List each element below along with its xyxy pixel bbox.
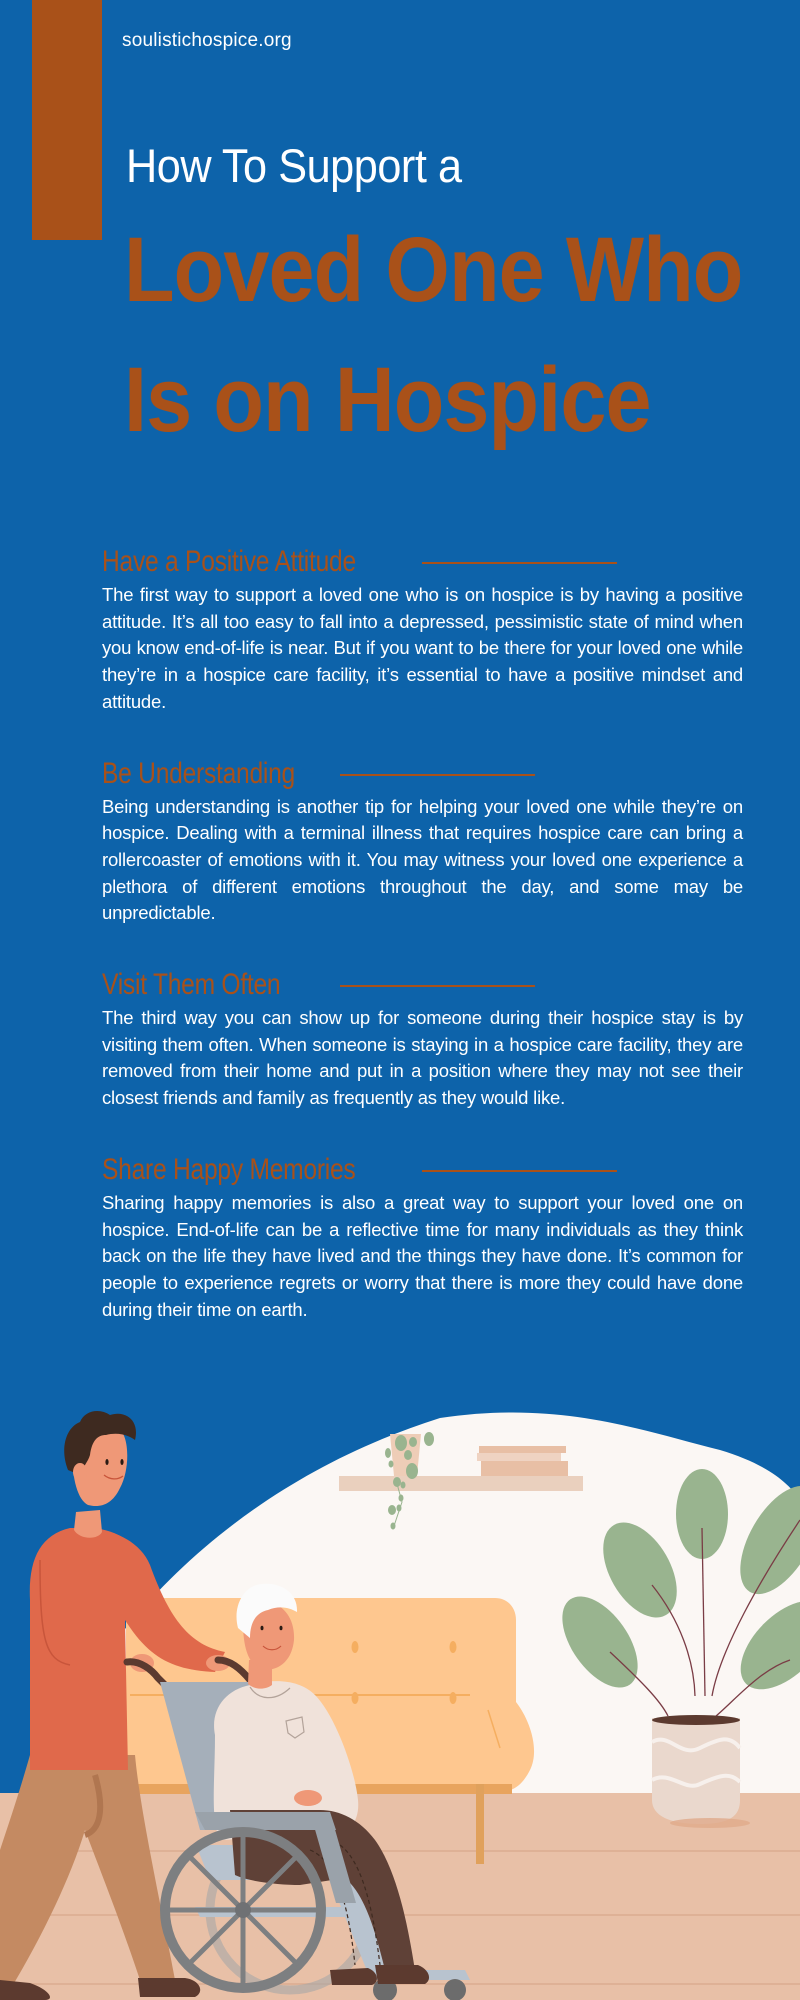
tip-body: Being understanding is another tip for helping your loved one while they’re on hospice. Dealing with a terminal illness that requires hospice care can bring a rollercoaster of emotions with it. You may witness your loved one experience a plethora of different emotions throughout the day, and some may be unpredictable. [102,795,743,924]
tip-body: The third way you can show up for someone during their hospice stay is by visiting them often. When someone is staying in a hospice care facility, they are removed from their home and put in a position where they may not see their closest friends and family as frequently as they would like. [102,1007,743,1109]
tips-list [102,542,743,1361]
page-title [124,205,742,465]
heading-rule [422,1170,617,1172]
title-line-2: Loved One Who [124,219,743,321]
tip-title: Share Happy Memories [102,1152,356,1186]
title-line-3: Is on Hospice [124,349,651,451]
tip-section [102,754,743,928]
tip-heading [102,542,743,582]
tip-heading [102,965,743,1005]
tip-body: Sharing happy memories is also a great way to support your loved one on hospice. End-of-life can be a reflective time for many individuals as they think back on the life they have lived and the things they have done. It’s common for people to experience regrets or worry that there is more they could have done during their time on earth. [102,1191,743,1320]
tip-heading [102,1150,743,1190]
heading-rule [422,562,617,564]
heading-rule [340,985,535,987]
tip-heading [102,754,743,794]
tip-title: Have a Positive Attitude [102,545,356,578]
site-url[interactable]: soulistichospice.org [122,30,292,51]
tip-section [102,542,743,716]
heading-rule [340,774,535,776]
tip-body: The first way to support a loved one who is on hospice is by having a positive attitude. It’s all too easy to fall into a depressed, pessimistic state of mind when you know end-of-life is near. But if you want to be there for your loved one while they’re in a hospice care facility, it’s essential to have a positive mindset and attitude. [102,584,743,712]
title-subheading: How To Support a [126,139,462,192]
tip-section [102,965,743,1112]
tip-title: Be Understanding [102,756,296,790]
tip-section [102,1150,743,1324]
hospice-care-illustration [0,1380,800,2000]
tip-title: Visit Them Often [102,968,281,1002]
accent-bar [32,0,102,240]
